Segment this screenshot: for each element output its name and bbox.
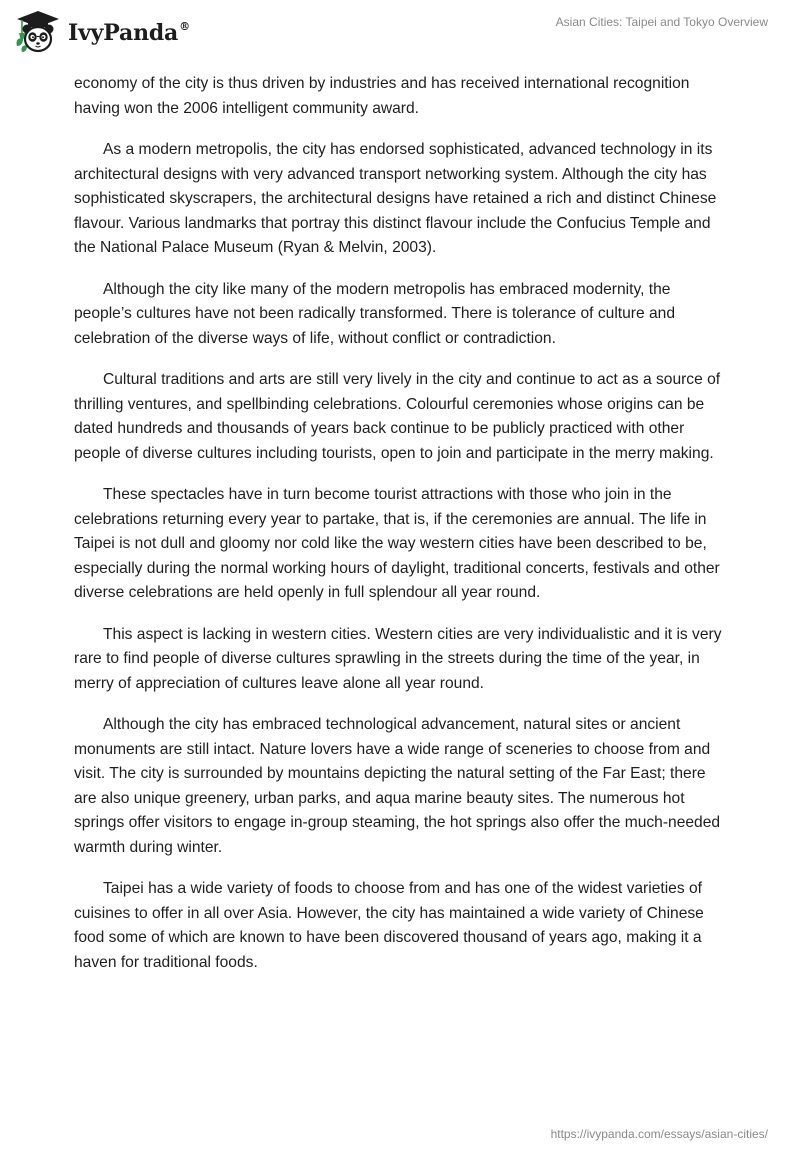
paragraph-8: Taipei has a wide variety of foods to choose from and has one of the widest varieties of cuisines to offer in all over Asia. However, the city has maintained a wide variety of Chinese food some of which are known to have been discovered thousand of years ago, making it a haven for traditional foods. (74, 880, 704, 971)
source-url[interactable]: https://ivypanda.com/essays/asian-cities/ (550, 1127, 768, 1141)
ivypanda-logo[interactable] (14, 8, 190, 56)
paragraph-5: These spectacles have in turn become tourist attractions with those who join in the celebrations returning every year to partake, that is, if the ceremonies are annual. The life in Taipei is not dull and gloomy nor cold like the way western cities have been described to be, especially during the normal working hours of daylight, traditional concerts, festivals and other diverse celebrations are held openly in full splendour all year round. (74, 486, 720, 601)
essay-body (74, 72, 729, 992)
paragraph-7: Although the city has embraced technological advancement, natural sites or ancient monuments are still intact. Nature lovers have a wide range of sceneries to choose from and visit. The city is surrounded by mountains depicting the natural setting of the Far East; there are also unique greenery, urban parks, and aqua marine beauty sites. The numerous hot springs offer visitors to engage in-group steaming, the hot springs also offer the much-needed warmth during winter. (74, 716, 721, 856)
paragraph-6: This aspect is lacking in western cities. Western cities are very individualistic and it is very rare to find people of diverse cultures sprawling in the streets during the time of the year, in merry of appreciation of cultures leave alone all year round. (74, 625, 722, 692)
paragraph-2: As a modern metropolis, the city has endorsed sophisticated, advanced technology in its architectural designs with very advanced transport networking system. Although the city has sophisticated skyscrapers, the architectural designs have retained a rich and distinct Chinese flavour. Various landmarks that portray this distinct flavour include the Confucius Temple and the National Palace Museum (Ryan & Melvin, 2003). (74, 141, 717, 256)
paragraph-1: economy of the city is thus driven by industries and has received international recognition having won the 2006 intelligent community award. (74, 75, 690, 117)
paragraph-4: Cultural traditions and arts are still very lively in the city and continue to act as a source of thrilling ventures, and spellbinding celebrations. Colourful ceremonies whose origins can be dated hundreds and thousands of years back continue to be publicly practiced with other people of diverse cultures including tourists, open to join and participate in the merry making. (74, 371, 721, 462)
logo-name: IvyPanda (68, 20, 179, 46)
document-title: Asian Cities: Taipei and Tokyo Overview (555, 15, 768, 29)
registered-mark: ® (179, 19, 190, 33)
paragraph-3: Although the city like many of the modern metropolis has embraced modernity, the people’s cultures have not been radically transformed. There is tolerance of culture and celebration of the diverse ways of life, without conflict or contradiction. (74, 280, 675, 347)
logo-wordmark (68, 20, 190, 46)
page-header (0, 0, 800, 64)
panda-graduate-icon (14, 8, 62, 56)
